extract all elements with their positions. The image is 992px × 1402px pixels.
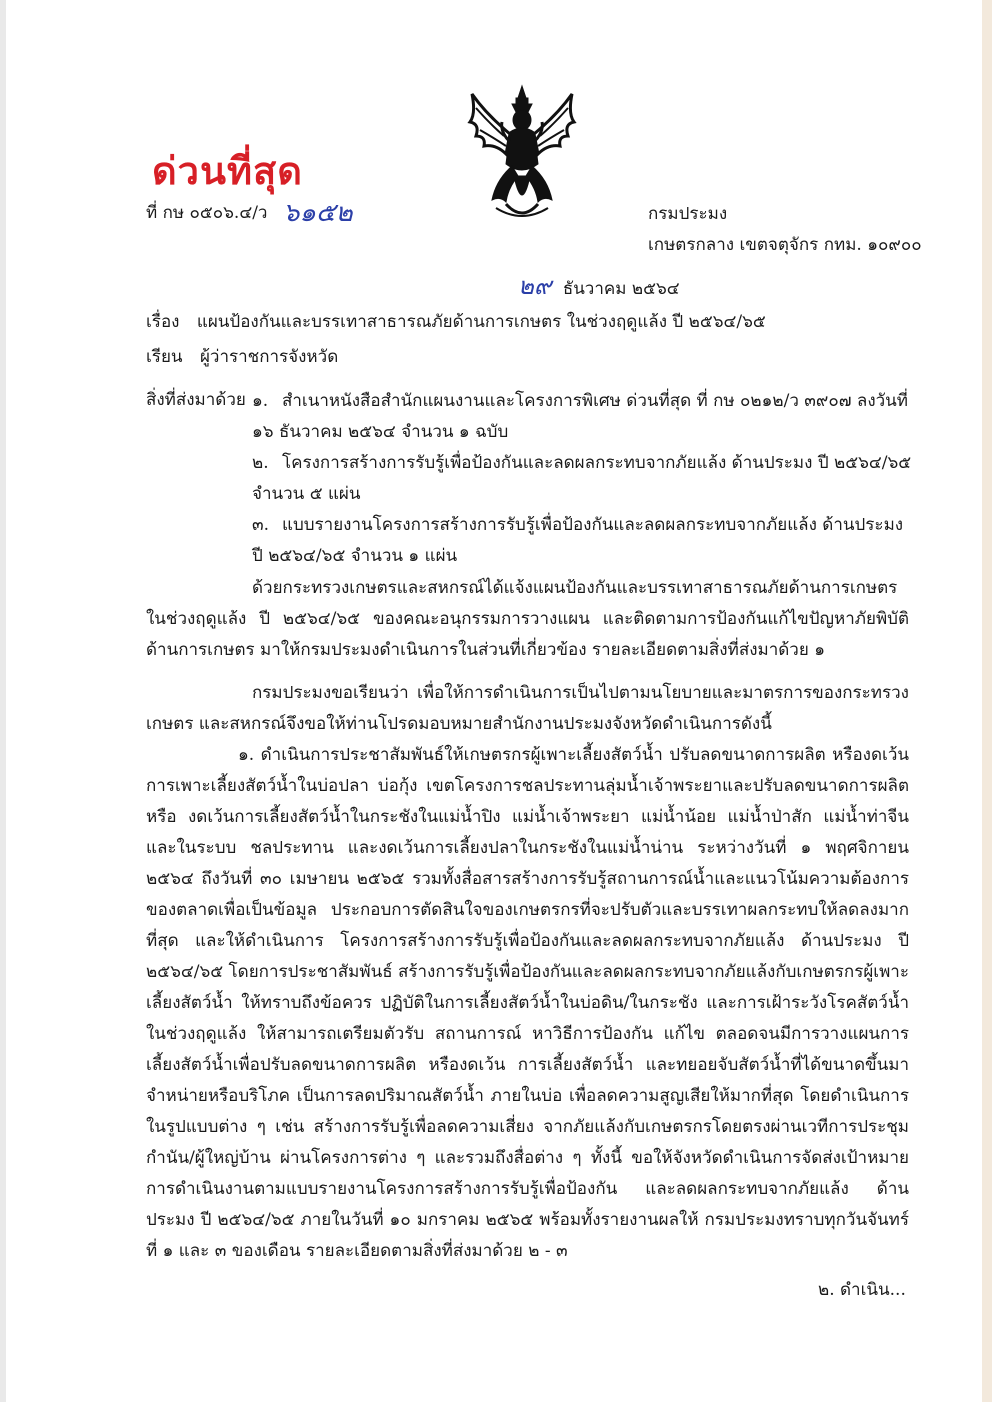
- date-day-handwritten: ๒๙: [518, 272, 552, 300]
- enclosures-label: สิ่งที่ส่งมาด้วย: [146, 390, 246, 410]
- body-paragraph-1: ด้วยกระทรวงเกษตรและสหกรณ์ได้แจ้งแผนป้องกันและบรรเทาสาธารณภัยด้านการเกษตร ในช่วงฤดูแล้ง ปี ๒๕๖๔/๖๕ ของคณะอนุกรรมการวางแผน และติดตามการป้องกันแก้ไขปัญหาภัยพิบัติ ด้านการเกษตร มาให้กรมประมงดำเนินการในส่วนที่เกี่ยวข้อง รายละเอียดตามสิ่งที่ส่งมาด้วย ๑: [146, 578, 909, 660]
- sender-address: เกษตรกลาง เขตจตุจักร กทม. ๑๐๙๐๐: [648, 235, 922, 255]
- document-number-prefix: ที่ กษ ๐๕๐๖.๔/ว: [146, 203, 268, 223]
- enclosure-item: [252, 510, 912, 572]
- document-date: [518, 266, 680, 305]
- body-paragraph-2: กรมประมงขอเรียนว่า เพื่อให้การดำเนินการเป็นไปตามนโยบายและมาตรการของกระทรวงเกษตร และสหกรณ์จึงขอให้ท่านโปรดมอบหมายสำนักงานประมงจังหวัดดำเนินการดังนี้: [146, 683, 909, 734]
- enclosure-number: ๑.: [252, 391, 269, 411]
- sender-department: กรมประมง: [648, 204, 728, 224]
- enclosure-item: [252, 448, 912, 510]
- document-number: [146, 192, 353, 233]
- document-number-handwritten: ๖๑๕๒: [282, 198, 353, 228]
- enclosure-item: [252, 386, 912, 448]
- body-paragraph-item-1: ๑. ดำเนินการประชาสัมพันธ์ให้เกษตรกรผู้เพาะเลี้ยงสัตว์น้ำ ปรับลดขนาดการผลิต หรืองดเว้น การเพาะเลี้ยงสัตว์น้ำในบ่อปลา บ่อกุ้ง เขตโครงการชลประทานลุ่มน้ำเจ้าพระยาและปรับลดขนาดการผลิตหรือ งดเว้นการเลี้ยงสัตว์น้ำในกระชังในแม่น้ำปิง แม่น้ำเจ้าพระยา แม่น้ำน้อย แม่น้ำป่าสัก แม่น้ำท่าจีน และในระบบ ชลประทาน และงดเว้นการเลี้ยงปลาในกระชังในแม่น้ำน่าน ระหว่างวันที่ ๑ พฤศจิกายน ๒๕๖๔ ถึงวันที่ ๓๐ เมษายน ๒๕๖๕ รวมทั้งสื่อสารสร้างการรับรู้สถานการณ์น้ำและแนวโน้มความต้องการของตลาดเพื่อเป็นข้อมูล ประกอบการตัดสินใจของเกษตรกรที่จะปรับตัวและบรรเทาผลกระทบให้ลดลงมากที่สุด และให้ดำเนินการ โครงการสร้างการรับรู้เพื่อป้องกันและลดผลกระทบจากภัยแล้ง ด้านประมง ปี ๒๕๖๔/๖๕ โดยการประชาสัมพันธ์ สร้างการรับรู้เพื่อป้องกันและลดผลกระทบจากภัยแล้งกับเกษตรกรผู้เพาะเลี้ยงสัตว์น้ำ ให้ทราบถึงข้อควร ปฏิบัติในการเลี้ยงสัตว์น้ำในบ่อดิน/ในกระชัง และการเฝ้าระวังโรคสัตว์น้ำในช่วงฤดูแล้ง ให้สามารถเตรียมตัวรับ สถานการณ์ หาวิธีการป้องกัน แก้ไข ตลอดจนมีการวางแผนการเลี้ยงสัตว์น้ำเพื่อปรับลดขนาดการผลิต หรืองดเว้น การเลี้ยงสัตว์น้ำ และทยอยจับสัตว์น้ำที่ได้ขนาดขึ้นมาจำหน่ายหรือบริโภค เป็นการลดปริมาณสัตว์น้ำ ภายในบ่อ เพื่อลดความสูญเสียให้มากที่สุด โดยดำเนินการในรูปแบบต่าง ๆ เช่น สร้างการรับรู้เพื่อลดความเสี่ยง จากภัยแล้งกับเกษตรกรโดยตรงผ่านเวทีการประชุมกำนัน/ผู้ใหญ่บ้าน ผ่านโครงการต่าง ๆ และรวมถึงสื่อต่าง ๆ ทั้งนี้ ขอให้จังหวัดดำเนินการจัดส่งเป้าหมายการดำเนินงานตามแบบรายงานโครงการสร้างการรับรู้เพื่อป้องกัน และลดผลกระทบจากภัยแล้ง ด้านประมง ปี ๒๕๖๔/๖๕ ภายในวันที่ ๑๐ มกราคม ๒๕๖๕ พร้อมทั้งรายงานผลให้ กรมประมงทราบทุกวันจันทร์ที่ ๑ และ ๓ ของเดือน รายละเอียดตามสิ่งที่ส่งมาด้วย ๒ - ๓: [146, 745, 909, 1261]
- recipient-text: ผู้ว่าราชการจังหวัด: [199, 347, 339, 367]
- recipient-label: เรียน: [146, 347, 183, 367]
- subject-line: [146, 308, 766, 335]
- page-continuation: ๒. ดำเนิน...: [818, 1280, 906, 1300]
- urgency-stamp: ด่วนที่สุด: [152, 148, 303, 193]
- subject-text: แผนป้องกันและบรรเทาสาธารณภัยด้านการเกษตร ในช่วงฤดูแล้ง ปี ๒๕๖๔/๖๕: [196, 312, 766, 332]
- enclosure-text: สำเนาหนังสือสำนักแผนงานและโครงการพิเศษ ด่วนที่สุด ที่ กษ ๐๒๑๒/ว ๓๙๐๗ ลงวันที่ ๑๖ ธันวาคม ๒๕๖๔ จำนวน ๑ ฉบับ: [252, 391, 909, 442]
- date-month-year: ธันวาคม ๒๕๖๔: [562, 279, 680, 299]
- enclosure-text: โครงการสร้างการรับรู้เพื่อป้องกันและลดผลกระทบจากภัยแล้ง ด้านประมง ปี ๒๕๖๔/๖๕ จำนวน ๕ แผ่น: [252, 453, 912, 504]
- recipient-line: [146, 343, 338, 370]
- enclosure-number: ๒.: [252, 453, 269, 473]
- enclosure-text: แบบรายงานโครงการสร้างการรับรู้เพื่อป้องกันและลดผลกระทบจากภัยแล้ง ด้านประมง ปี ๒๕๖๔/๖๕ จำนวน ๑ แผ่น: [252, 515, 904, 566]
- subject-label: เรื่อง: [146, 312, 180, 332]
- scan-edge-right: [982, 0, 992, 1402]
- scan-edge-left: [0, 0, 6, 1402]
- garuda-emblem-icon: [466, 84, 578, 224]
- enclosure-number: ๓.: [252, 515, 270, 535]
